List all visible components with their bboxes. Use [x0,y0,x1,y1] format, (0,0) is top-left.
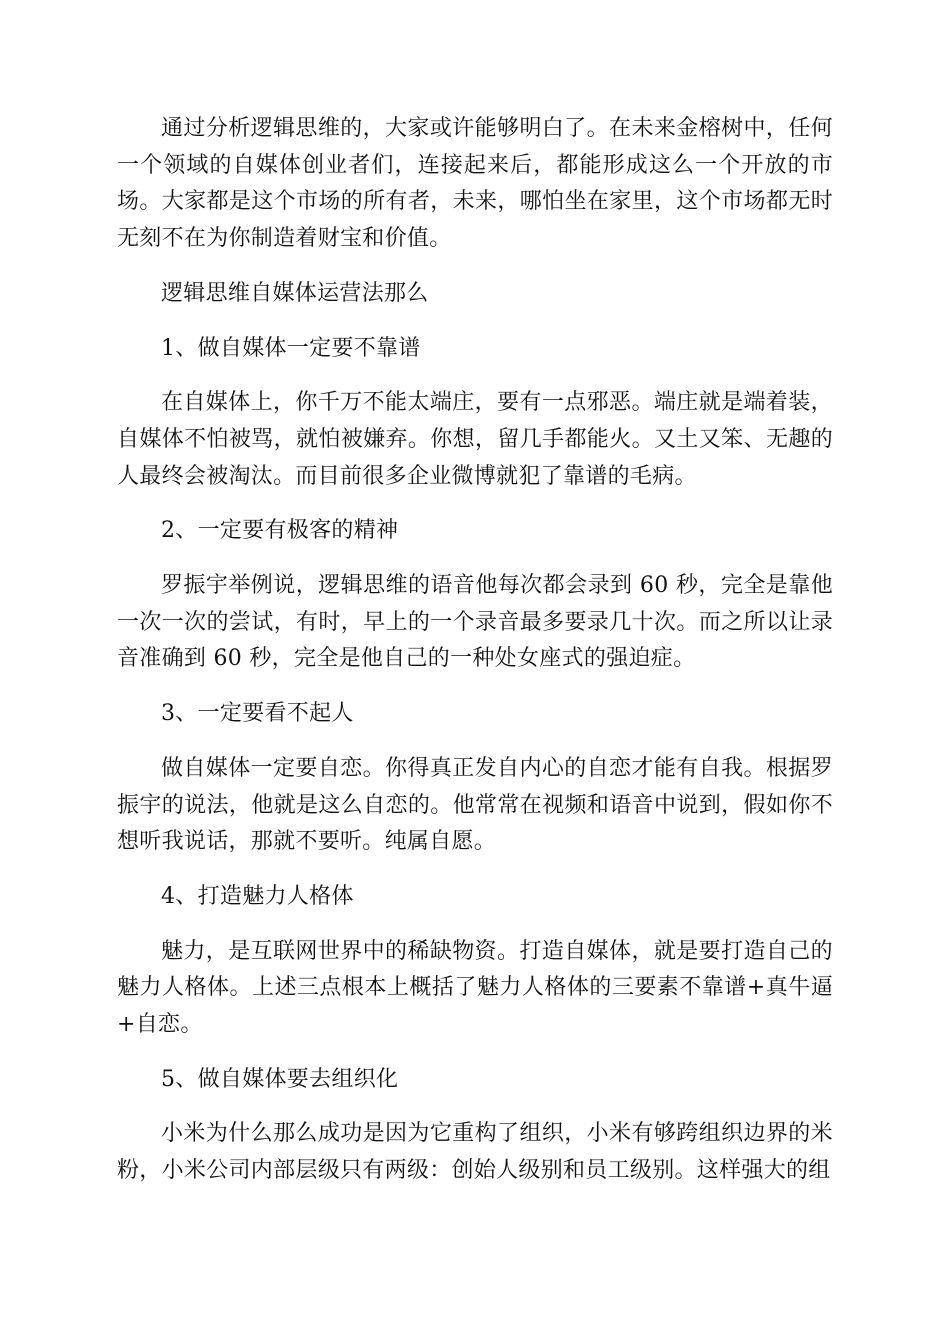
section-heading-4: 4、打造魅力人格体 [161,883,354,909]
section-heading-method: 逻辑思维自媒体运营法那么 [161,280,429,306]
paragraph-intro: 通过分析逻辑思维的，大家或许能够明白了。在未来金榕树中，任何一个领域的自媒体创业者们，连接起来后，都能形成这么一个开放的市场。大家都是这个市场的所有者，未来，哪怕坐在家里，这个市场都无时无刻不在为你制造着财宝和价值。 [117,116,833,252]
paragraph-5: 小米为什么那么成功是因为它重构了组织，小米有够跨组织边界的米粉，小米公司内部层级只有两级：创始人级别和员工级别。这样强大的组 [117,1121,833,1184]
section-heading-5: 5、做自媒体要去组织化 [161,1066,399,1092]
section-heading-2: 2、一定要有极客的精神 [161,518,399,544]
document-page [117,111,833,1208]
section-heading-1: 1、做自媒体一定要不靠谱 [161,335,421,361]
paragraph-2: 罗振宇举例说，逻辑思维的语音他每次都会录到 60 秒，完全是靠他一次一次的尝试，有时，早上的一个录音最多要录几十次。而之所以让录音准确到 60 秒，完全是他自己的一种处女座式的强迫症。 [117,573,833,672]
section-heading-3: 3、一定要看不起人 [161,701,354,727]
paragraph-1: 在自媒体上，你千万不能太端庄，要有一点邪恶。端庄就是端着装，自媒体不怕被骂，就怕被嫌弃。你想，留几手都能火。又土又笨、无趣的人最终会被淘汰。而目前很多企业微博就犯了靠谱的毛病。 [117,390,833,489]
paragraph-4: 魅力，是互联网世界中的稀缺物资。打造自媒体，就是要打造自己的魅力人格体。上述三点根本上概括了魅力人格体的三要素不靠谱+真牛逼+自恋。 [117,938,833,1038]
paragraph-3: 做自媒体一定要自恋。你得真正发自内心的自恋才能有自我。根据罗振宇的说法，他就是这么自恋的。他常常在视频和语音中说到，假如你不想听我说话，那就不要听。纯属自愿。 [117,755,833,855]
